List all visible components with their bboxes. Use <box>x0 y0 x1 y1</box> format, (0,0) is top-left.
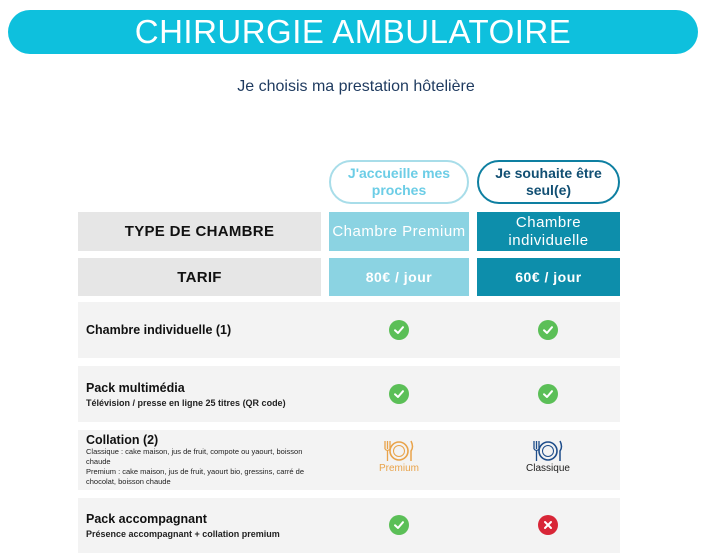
row-title: Chambre individuelle (1) <box>86 323 232 337</box>
row-title: Collation (2) <box>86 433 159 447</box>
row-subtitle: Télévision / presse en ligne 25 titres (QR code) <box>86 397 286 408</box>
premium-price: 80€ / jour <box>329 258 469 296</box>
check-icon <box>389 320 409 340</box>
collation-premium <box>374 439 424 474</box>
row-detail-premium: Premium : cake maison, jus de fruit, yaourt bio, gressins, carré de chocolat, boisson chaude <box>86 467 305 486</box>
row-title: Pack multimédia <box>86 380 185 395</box>
individual-room-name: Chambre individuelle <box>477 212 620 251</box>
check-icon <box>538 384 558 404</box>
tarif-header: TARIF <box>78 258 321 296</box>
check-icon <box>538 320 558 340</box>
room-type-header: TYPE DE CHAMBRE <box>78 212 321 251</box>
plate-cutlery-icon <box>382 439 416 463</box>
collation-premium-label: Premium <box>378 463 419 474</box>
row-detail-classique: Classique : cake maison, jus de fruit, compote ou yaourt, boisson chaude <box>86 447 303 466</box>
premium-room-name: Chambre Premium <box>329 212 469 251</box>
row-subtitle: Présence accompagnant + collation premium <box>86 529 280 539</box>
plate-cutlery-icon <box>531 439 565 463</box>
page-subtitle: Je choisis ma prestation hôtelière <box>237 78 475 95</box>
cross-icon <box>538 515 558 535</box>
check-icon <box>389 384 409 404</box>
collation-classique <box>522 439 574 474</box>
individual-tagline-pill: Je souhaite être seul(e) <box>477 160 620 204</box>
row-title: Pack accompagnant <box>86 512 207 526</box>
check-icon <box>389 515 409 535</box>
individual-price: 60€ / jour <box>477 258 620 296</box>
collation-classique-label: Classique <box>526 463 570 474</box>
page-banner-title: CHIRURGIE AMBULATOIRE <box>8 10 698 54</box>
premium-tagline-pill: J'accueille mes proches <box>329 160 469 204</box>
